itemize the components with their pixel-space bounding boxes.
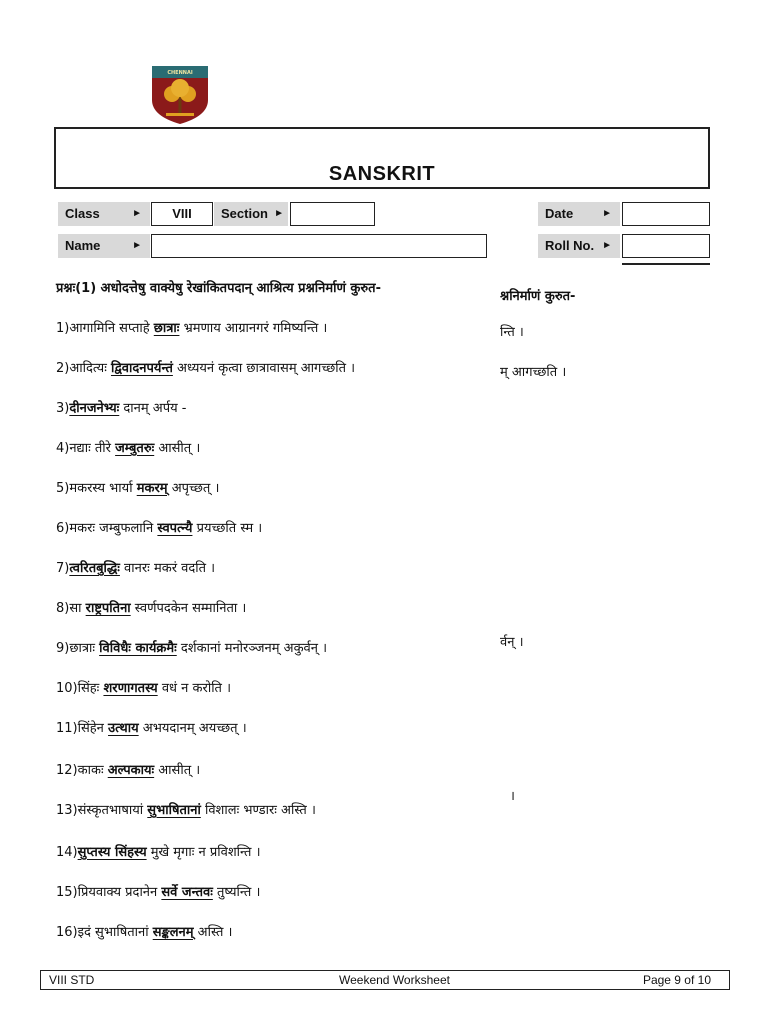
underlined-word: स्वपत्न्यै [157, 521, 193, 536]
question-text: दर्शकानां मनोरञ्जनम् अकुर्वन् । [176, 641, 328, 656]
footer-class: VIII STD [49, 973, 95, 987]
bleed-fragment: म् आगच्छति । [500, 365, 567, 380]
date-label-text: Date [545, 206, 574, 221]
question-item [56, 842, 261, 860]
date-label [538, 202, 620, 226]
page-title: SANSKRIT [328, 163, 436, 185]
question-text: अपृच्छत् । [167, 481, 220, 496]
question-text: 15)प्रियवाक्य प्रदानेन [56, 885, 162, 900]
question-heading: प्रश्नः(1) अधोदत्तेषु वाक्येषु रेखांकितपदान् आश्रित्य प्रश्ननिर्माणं कुरुत- [56, 281, 381, 296]
section-field[interactable] [290, 202, 375, 226]
question-text: 12)काकः [56, 763, 108, 778]
question-item [56, 760, 200, 778]
question-text: मुखे मृगाः न प्रविशन्ति । [146, 845, 261, 860]
question-text: अस्ति । [193, 925, 233, 940]
question-text: विशालः भण्डारः अस्ति । [200, 803, 316, 818]
class-field[interactable]: VIII [151, 202, 213, 226]
footer-page-number: Page 9 of 10 [642, 973, 711, 987]
name-field[interactable] [151, 234, 487, 258]
question-text: 10)सिंहः [56, 681, 104, 696]
question-item [56, 438, 200, 456]
question-item [56, 318, 327, 336]
bleed-fragment: श्ननिर्माणं कुरुत- [500, 289, 576, 304]
roll-no-field[interactable] [622, 234, 710, 258]
logo-text: CHENNAI [167, 70, 193, 76]
underlined-word: जम्बुतरुः [115, 441, 155, 456]
question-text: 14) [56, 845, 78, 860]
arrow-icon: ► [132, 208, 142, 219]
question-text: आसीत् । [154, 441, 201, 456]
question-item [56, 800, 316, 818]
question-text: प्रयच्छति स्म । [192, 521, 263, 536]
class-label-text: Class [65, 206, 100, 221]
arrow-icon: ► [602, 240, 612, 251]
question-text: 4)नद्याः तीरे [56, 441, 116, 456]
question-text: दानम् अर्पय - [119, 401, 187, 416]
bleed-fragment: न्ति । [500, 325, 524, 340]
underlined-word: त्वरितबुद्धिः [69, 561, 120, 576]
arrow-icon: ► [274, 208, 284, 219]
arrow-icon: ► [602, 208, 612, 219]
question-item [56, 922, 233, 940]
question-text: तुष्यन्ति । [212, 885, 261, 900]
question-text: 2)आदित्यः [56, 361, 111, 376]
bleed-fragment: र्वन् । [500, 635, 524, 650]
question-text: 9)छात्राः [56, 641, 100, 656]
section-label [214, 202, 288, 226]
question-text: 8)सा [56, 601, 86, 616]
question-text: आसीत् । [154, 763, 201, 778]
question-item [56, 518, 262, 536]
question-item [56, 718, 247, 736]
class-label [58, 202, 150, 226]
roll-no-label [538, 234, 620, 258]
question-item [56, 558, 215, 576]
question-text: अभयदानम् अयच्छत् । [138, 721, 247, 736]
school-logo [152, 66, 208, 124]
date-field[interactable] [622, 202, 710, 226]
name-label [58, 234, 150, 258]
bleed-fragment: । [510, 789, 515, 804]
section-label-text: Section [221, 206, 268, 221]
underlined-word: राष्ट्रपतिना [85, 601, 131, 616]
question-text: अध्ययनं कृत्वा छात्रावासम् आगच्छति । [172, 361, 356, 376]
underlined-word: शरणागतस्य [103, 681, 158, 696]
underlined-word: सङ्कलनम् [152, 925, 194, 940]
page-footer [40, 970, 730, 990]
divider [622, 263, 710, 265]
name-label-text: Name [65, 238, 101, 253]
arrow-icon: ► [132, 240, 142, 251]
footer-title: Weekend Worksheet [339, 973, 450, 987]
question-text: 3) [56, 401, 70, 416]
question-item [56, 882, 260, 900]
question-text: 11)सिंहेन [56, 721, 109, 736]
underlined-word: अल्पकायः [107, 763, 155, 778]
question-text: 6)मकरः जम्बुफलानि [56, 521, 158, 536]
header-box [54, 127, 710, 189]
question-text: वधं न करोति । [157, 681, 232, 696]
underlined-word: विविधैः कार्यक्रमैः [99, 641, 177, 656]
underlined-word: सुभाषितानां [147, 803, 201, 818]
question-item [56, 478, 219, 496]
underlined-word: सुप्तस्य सिंहस्य [77, 845, 147, 860]
roll-no-label-text: Roll No. [545, 238, 595, 253]
question-text: 16)इदं सुभाषितानां [56, 925, 153, 940]
underlined-word: उत्थाय [108, 721, 139, 736]
question-item [56, 638, 327, 656]
underlined-word: सर्वे जन्तवः [161, 885, 213, 900]
question-item [56, 678, 231, 696]
question-text: भ्रमणाय आग्रानगरं गमिष्यन्ति । [179, 321, 328, 336]
underlined-word: छात्राः [153, 321, 180, 336]
question-text: स्वर्णपदकेन सम्मानिता । [130, 601, 247, 616]
question-item [56, 358, 355, 376]
question-text: 13)संस्कृतभाषायां [56, 803, 148, 818]
question-text: वानरः मकरं वदति । [119, 561, 216, 576]
underlined-word: द्विवादनपर्यन्तं [110, 361, 173, 376]
question-text: 1)आगामिनि सप्ताहे [56, 321, 154, 336]
question-item [56, 598, 246, 616]
question-item [56, 398, 186, 416]
question-text: 7) [56, 561, 70, 576]
underlined-word: दीनजनेभ्यः [69, 401, 120, 416]
underlined-word: मकरम् [136, 481, 168, 496]
question-text: 5)मकरस्य भार्या [56, 481, 137, 496]
